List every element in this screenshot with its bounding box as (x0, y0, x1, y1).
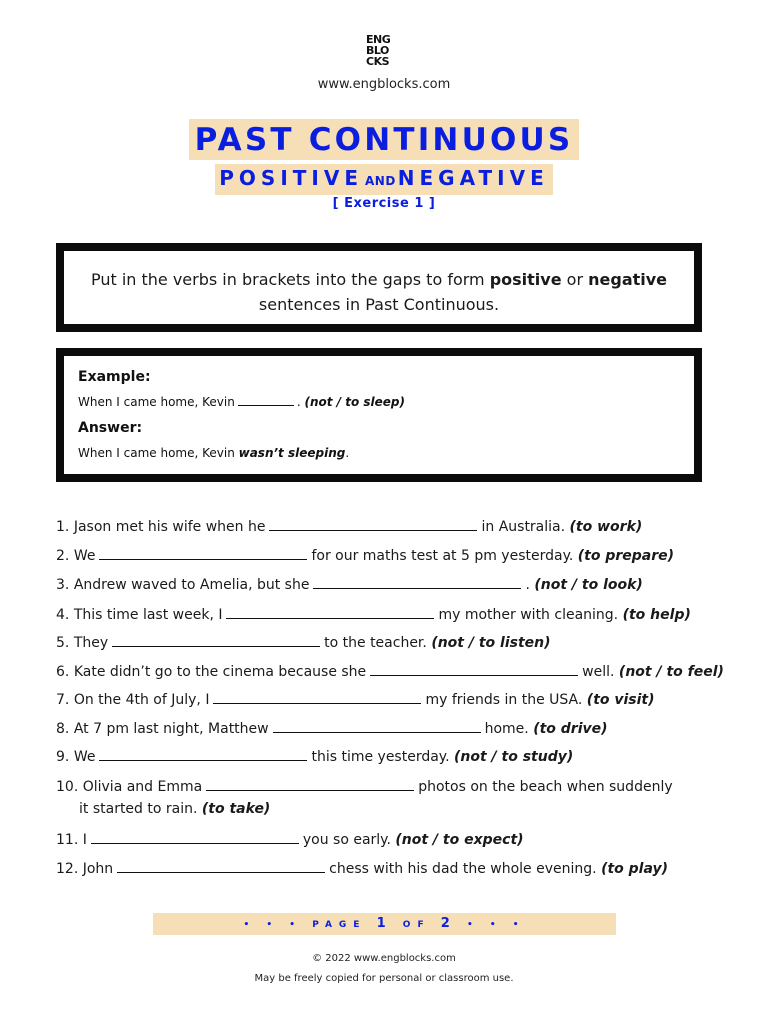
question-9 (56, 746, 573, 765)
question-number: 1. (56, 519, 70, 535)
verb-hint: (not / to study) (454, 749, 574, 765)
question-text-after: well. (582, 664, 615, 680)
copyright: © 2022 www.engblocks.com (312, 953, 456, 964)
answer-sentence (78, 446, 349, 460)
page-subtitle (215, 164, 553, 195)
verb-hint: (to work) (569, 519, 643, 535)
answer-blank[interactable] (213, 689, 421, 704)
verb-hint: (not / to look) (534, 577, 643, 593)
page-number: 1 (376, 916, 393, 931)
question-number: 4. (56, 607, 70, 623)
answer-text: When I came home, Kevin (78, 446, 239, 460)
example-sentence-end: . (296, 395, 301, 409)
example-box (56, 348, 702, 482)
subtitle-wrap (0, 164, 768, 195)
answer-blank[interactable] (112, 632, 320, 647)
logo-line: BLO (366, 44, 389, 57)
answer-blank[interactable] (273, 718, 481, 733)
question-12 (56, 858, 668, 877)
answer-blank[interactable] (206, 776, 414, 791)
question-text: I (82, 832, 87, 848)
question-text: We (73, 548, 96, 564)
question-text-after: home. (484, 721, 529, 737)
page-indicator (153, 913, 616, 935)
verb-hint: (to take) (201, 801, 271, 817)
answer-blank[interactable] (117, 858, 325, 873)
answer-bold: wasn’t sleeping (238, 446, 346, 460)
question-number: 2. (56, 548, 70, 564)
question-text-after: for our maths test at 5 pm yesterday. (311, 548, 574, 564)
answer-blank[interactable] (99, 746, 307, 761)
question-8 (56, 718, 608, 737)
question-2 (56, 545, 674, 564)
engblocks-logo (366, 34, 402, 67)
question-text: We (73, 749, 96, 765)
instructions-or: or (561, 270, 589, 289)
question-number: 5. (56, 635, 70, 651)
question-text: This time last week, I (73, 607, 223, 623)
page-title: PAST CONTINUOUS (189, 119, 580, 160)
question-11 (56, 829, 524, 848)
verb-hint: (to help) (622, 607, 691, 623)
instructions-part2: sentences in Past Continuous. (258, 295, 500, 314)
question-text: They (73, 635, 109, 651)
question-10-continued (79, 801, 270, 817)
question-text-after: chess with his dad the whole evening. (329, 861, 597, 877)
question-number: 7. (56, 692, 70, 708)
instructions-text (64, 267, 694, 317)
question-text-after: in Australia. (481, 519, 566, 535)
question-text: Olivia and Emma (82, 779, 203, 795)
subtitle-positive: POSITIVE (219, 166, 363, 190)
page-total: 2 (440, 916, 457, 931)
question-6 (56, 661, 724, 680)
question-1 (56, 516, 642, 535)
instructions-box (56, 243, 702, 332)
instructions-part1: Put in the verbs in brackets into the gaps to form (90, 270, 490, 289)
question-text-after: my friends in the USA. (425, 692, 583, 708)
of-word: OF (402, 920, 431, 930)
question-text-after: you so early. (302, 832, 391, 848)
logo-line: ENG (366, 33, 391, 46)
dots-right: • • • (466, 920, 526, 930)
question-text-line2: it started to rain. (79, 801, 198, 817)
example-label: Example: (78, 369, 151, 385)
question-number: 8. (56, 721, 70, 737)
question-5 (56, 632, 551, 651)
verb-hint: (to drive) (533, 721, 608, 737)
question-text: At 7 pm last night, Matthew (73, 721, 269, 737)
example-hint: (not / to sleep) (304, 395, 405, 409)
question-number: 12. (56, 861, 79, 877)
question-number: 10. (56, 779, 79, 795)
answer-blank[interactable] (91, 829, 299, 844)
question-number: 11. (56, 832, 79, 848)
site-url[interactable]: www.engblocks.com (317, 77, 451, 92)
instructions-positive: positive (489, 270, 562, 289)
title-wrap (0, 119, 768, 160)
question-text: Kate didn’t go to the cinema because she (73, 664, 367, 680)
question-text-after: photos on the beach when suddenly (418, 779, 673, 795)
verb-hint: (not / to expect) (395, 832, 524, 848)
example-sentence-text: When I came home, Kevin (78, 395, 235, 409)
license-note: May be freely copied for personal or classroom use. (254, 973, 514, 984)
verb-hint: (to visit) (586, 692, 655, 708)
question-text-after: . (525, 577, 530, 593)
answer-blank[interactable] (313, 574, 521, 589)
subtitle-negative: NEGATIVE (397, 166, 549, 190)
question-text-after: to the teacher. (324, 635, 427, 651)
question-7 (56, 689, 655, 708)
question-text: Andrew waved to Amelia, but she (73, 577, 310, 593)
question-3 (56, 574, 643, 593)
verb-hint: (not / to listen) (431, 635, 551, 651)
answer-blank[interactable] (226, 604, 434, 619)
answer-blank[interactable] (99, 545, 307, 560)
exercise-label: [ Exercise 1 ] (332, 196, 436, 211)
example-blank (238, 405, 294, 406)
question-number: 9. (56, 749, 70, 765)
dots-left: • • • (243, 920, 303, 930)
example-sentence (78, 395, 405, 409)
question-text: John (82, 861, 114, 877)
question-10 (56, 776, 673, 795)
question-text-after: my mother with cleaning. (438, 607, 619, 623)
answer-blank[interactable] (370, 661, 578, 676)
instructions-negative: negative (588, 270, 668, 289)
question-number: 6. (56, 664, 70, 680)
question-text: On the 4th of July, I (73, 692, 210, 708)
answer-end: . (345, 446, 350, 460)
answer-label: Answer: (78, 420, 143, 436)
question-text-after: this time yesterday. (311, 749, 450, 765)
question-4 (56, 604, 691, 623)
verb-hint: (not / to feel) (618, 664, 724, 680)
question-text: Jason met his wife when he (73, 519, 266, 535)
logo-line: CKS (366, 55, 390, 68)
answer-blank[interactable] (269, 516, 477, 531)
question-number: 3. (56, 577, 70, 593)
verb-hint: (to play) (601, 861, 669, 877)
subtitle-and: AND (364, 174, 396, 188)
page-word: PAGE (312, 920, 367, 930)
verb-hint: (to prepare) (577, 548, 675, 564)
